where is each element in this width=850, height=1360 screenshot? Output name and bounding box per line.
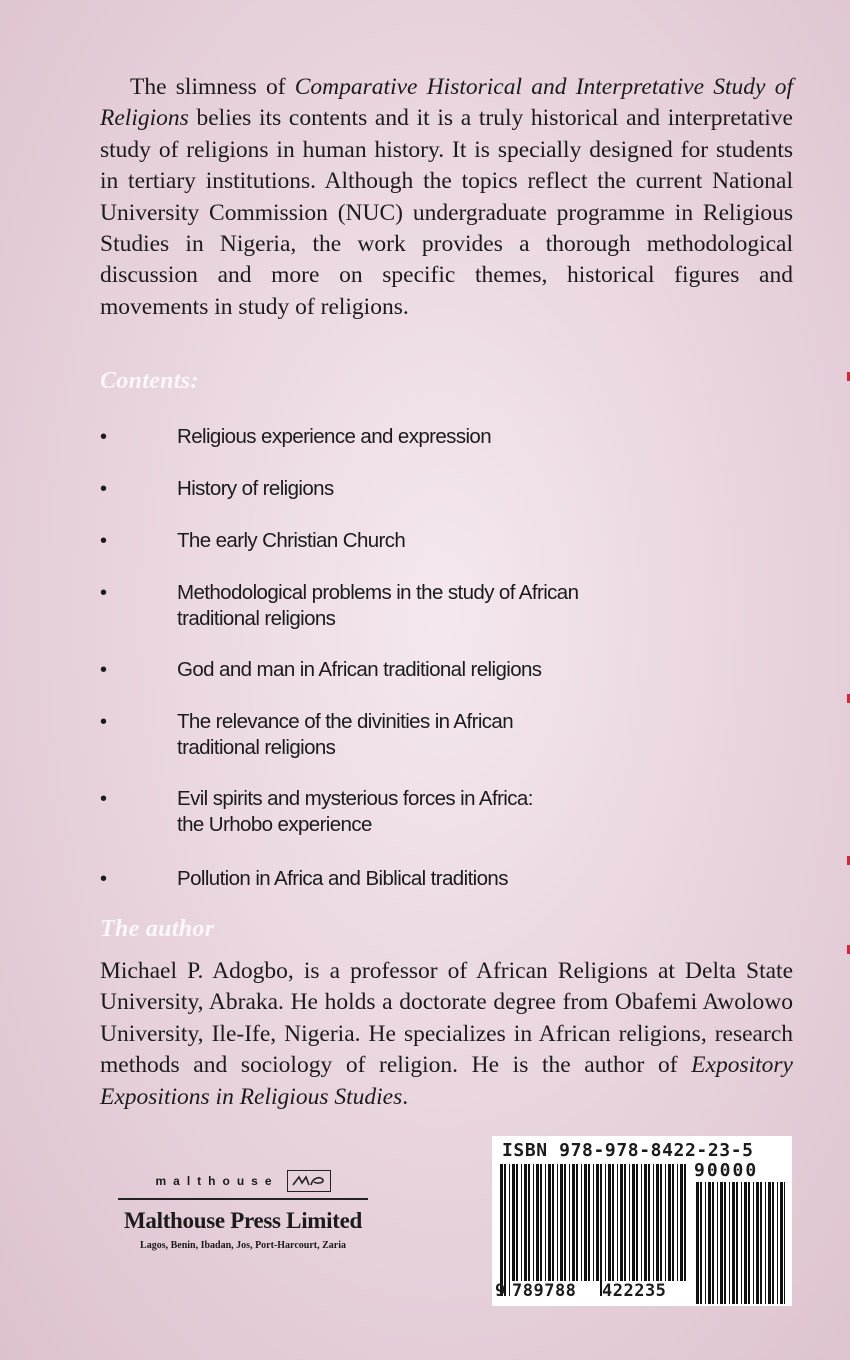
barcode-bar xyxy=(600,1164,602,1296)
list-item-text xyxy=(177,476,737,502)
list-item-line: History of religions xyxy=(177,477,334,500)
barcode-bar xyxy=(696,1182,699,1304)
barcode-bar xyxy=(672,1164,674,1296)
barcode-bar xyxy=(656,1164,659,1296)
barcode-bar xyxy=(705,1182,706,1304)
barcode-bar xyxy=(741,1182,742,1304)
barcode-bar xyxy=(533,1164,534,1296)
barcode-bar xyxy=(576,1164,578,1296)
barcode-bar xyxy=(660,1164,662,1296)
blurb-lead: The slimness of xyxy=(130,74,295,100)
barcode-bar xyxy=(777,1182,778,1304)
publisher-cities: Lagos, Benin, Ibadan, Jos, Port-Harcourt, Zaria xyxy=(140,1239,346,1251)
list-item-line: traditional religions xyxy=(177,607,336,630)
barcode-bar xyxy=(668,1164,671,1296)
barcode-bar xyxy=(552,1164,554,1296)
barcode-bar xyxy=(736,1182,738,1304)
publisher-imprint xyxy=(112,1170,374,1251)
author-book-title: Expository Expositions in Religious Studies xyxy=(100,1052,793,1110)
barcode-bar xyxy=(516,1164,518,1296)
barcode-bar xyxy=(720,1182,723,1304)
barcode-bar xyxy=(677,1164,678,1296)
barcode-bar xyxy=(572,1164,575,1296)
barcode-bar xyxy=(760,1182,762,1304)
barcode-right-digits: 422235 xyxy=(602,1281,690,1301)
publisher-wordmark-row xyxy=(112,1170,374,1192)
isbn-barcode xyxy=(492,1136,792,1306)
barcode-bar xyxy=(712,1182,714,1304)
barcode-bar xyxy=(512,1164,515,1296)
barcode-bar xyxy=(564,1164,566,1296)
barcode-bar xyxy=(588,1164,590,1296)
barcode-bar xyxy=(557,1164,558,1296)
barcode-bar xyxy=(768,1182,771,1304)
price-addon-label: 90000 xyxy=(694,1160,759,1181)
barcode-bar xyxy=(528,1164,530,1296)
barcode-bar xyxy=(680,1164,683,1296)
barcode-bar xyxy=(748,1182,750,1304)
barcode-bar xyxy=(665,1164,666,1296)
barcode-bar xyxy=(596,1164,599,1296)
author-bio xyxy=(100,956,793,1113)
list-item-text xyxy=(177,580,737,632)
list-item-text xyxy=(177,424,737,450)
barcode-bar xyxy=(784,1182,785,1304)
author-heading: The author xyxy=(100,916,215,942)
isbn-label: ISBN 978-978-8422-23-5 xyxy=(502,1140,754,1161)
barcode-bar xyxy=(684,1164,686,1296)
barcode-bar xyxy=(644,1164,647,1296)
barcode-bar xyxy=(636,1164,638,1296)
barcode-bar xyxy=(780,1182,783,1304)
list-item-text xyxy=(177,786,737,838)
list-item-line: the Urhobo experience xyxy=(177,813,372,836)
barcode-bar xyxy=(620,1164,623,1296)
barcode-bar xyxy=(540,1164,542,1296)
barcode-bar xyxy=(732,1182,735,1304)
barcode-bar xyxy=(593,1164,594,1296)
barcode-bar xyxy=(504,1164,506,1296)
list-item-text xyxy=(177,866,737,892)
list-item-text xyxy=(177,657,737,683)
bullet: • xyxy=(100,582,107,604)
contents-heading: Contents: xyxy=(100,368,199,394)
barcode-bar xyxy=(765,1182,766,1304)
barcode-bar xyxy=(632,1164,635,1296)
list-item-line: God and man in African traditional religions xyxy=(177,658,542,681)
barcode-bar xyxy=(548,1164,551,1296)
list-item-line: The relevance of the divinities in African xyxy=(177,710,514,733)
barcode-bar xyxy=(560,1164,563,1296)
barcode-bar xyxy=(524,1164,527,1296)
barcode-bar xyxy=(521,1164,522,1296)
barcode-bar xyxy=(545,1164,546,1296)
barcode-bar xyxy=(584,1164,587,1296)
barcode-bar xyxy=(641,1164,642,1296)
publisher-wordmark: malthouse xyxy=(155,1174,279,1188)
barcode-bar xyxy=(648,1164,650,1296)
barcode-bar xyxy=(753,1182,754,1304)
bullet: • xyxy=(100,659,107,681)
barcode-bar xyxy=(581,1164,582,1296)
barcode-bar xyxy=(708,1182,711,1304)
publisher-rule xyxy=(118,1198,368,1200)
bullet: • xyxy=(100,788,107,810)
list-item-text xyxy=(177,709,737,761)
bullet: • xyxy=(100,711,107,733)
barcode-bar xyxy=(608,1164,611,1296)
list-item-line: Religious experience and expression xyxy=(177,425,492,448)
barcode-bar xyxy=(569,1164,570,1296)
barcode-bar xyxy=(756,1182,759,1304)
barcode-bar xyxy=(772,1182,774,1304)
blurb-body: belies its contents and it is a truly historical and interpretative study of religions in human history. It is specially designed for students in tertiary institutions. Although the topics reflect the current National University Commission (NUC) undergraduate programme in Religious Studies in Nigeria, the work provides a thorough methodological discussion and more on specific themes, historical figures and movements in study of religions. xyxy=(100,105,793,320)
barcode-bar xyxy=(617,1164,618,1296)
bullet: • xyxy=(100,426,107,448)
list-item-line: traditional religions xyxy=(177,736,336,759)
bullet: • xyxy=(100,530,107,552)
barcode-bar xyxy=(653,1164,654,1296)
barcode-bar xyxy=(605,1164,606,1296)
publisher-logo-icon xyxy=(287,1170,331,1192)
barcode-bar xyxy=(700,1182,702,1304)
barcode-bar xyxy=(612,1164,614,1296)
list-item-line: Pollution in Africa and Biblical traditions xyxy=(177,867,508,890)
barcode-bar xyxy=(536,1164,539,1296)
bullet: • xyxy=(100,478,107,500)
barcode-bar xyxy=(744,1182,747,1304)
barcode-first-digit: 9 xyxy=(495,1281,506,1301)
author-bio-end: . xyxy=(402,1083,409,1110)
blurb-paragraph xyxy=(100,72,793,323)
barcode-bar xyxy=(509,1164,510,1296)
barcode-bar xyxy=(724,1182,726,1304)
barcode-bar xyxy=(729,1182,730,1304)
list-item-line: Methodological problems in the study of African xyxy=(177,581,579,604)
list-item-text xyxy=(177,528,737,554)
barcode-bar xyxy=(500,1164,503,1296)
list-item-line: The early Christian Church xyxy=(177,529,406,552)
barcode-left-digits: 789788 xyxy=(512,1281,600,1301)
barcode-bar xyxy=(629,1164,630,1296)
list-item-line: Evil spirits and mysterious forces in Africa: xyxy=(177,787,533,810)
barcode-bar xyxy=(717,1182,718,1304)
bullet: • xyxy=(100,868,107,890)
barcode-bar xyxy=(624,1164,626,1296)
publisher-name: Malthouse Press Limited xyxy=(124,1207,362,1233)
author-bio-text: Michael P. Adogbo, is a professor of African Religions at Delta State University, Abraka. He holds a doctorate degree from Obafemi Awolowo University, Ile-Ife, Nigeria. He specializes in African religions, research methods and sociology of religion. He is the author of xyxy=(100,958,793,1079)
book-title: Comparative Historical and Interpretative Study of Religions xyxy=(100,74,793,132)
